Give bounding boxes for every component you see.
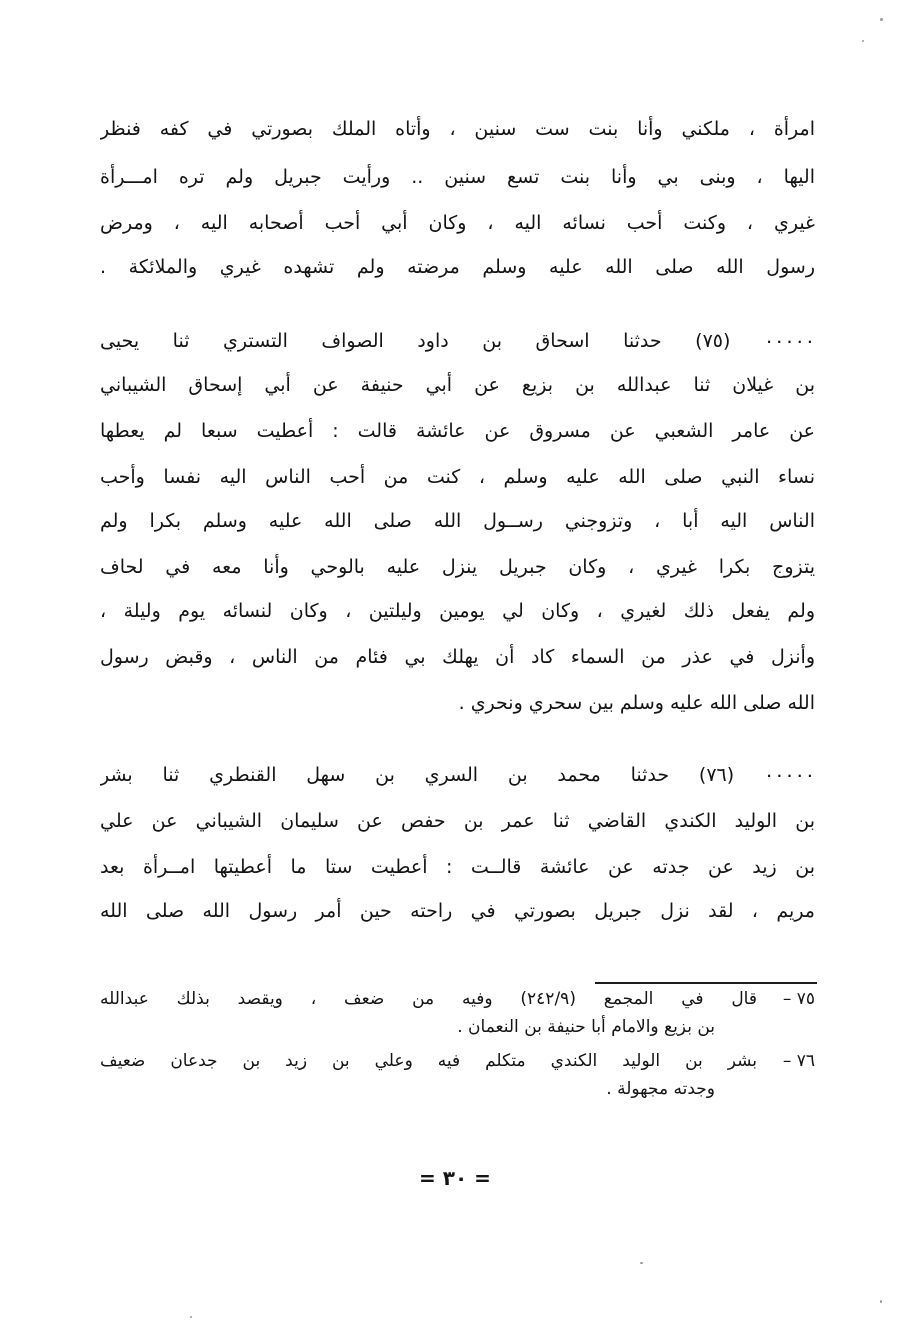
text-line: نساء النبي صلى الله عليه وسلم ، كنت من أحب الناس اليه نفسا وأحب — [100, 466, 815, 488]
scan-speck — [190, 1316, 192, 1318]
text-line: الله صلى الله عليه وسلم بين سحري ونحري . — [458, 692, 815, 714]
text-line: رسول الله صلى الله عليه وسلم مرضته ولم تشهده غيري والملائكة . — [100, 256, 815, 278]
footnote-text: وجدته مجهولة . — [606, 1079, 715, 1099]
scan-speck — [862, 40, 864, 42]
footnote-76 — [100, 1048, 815, 1074]
text-line: امرأة ، ملكني وأنا بنت ست سنين ، وأتاه الملك بصورتي في كفه فنظر — [100, 118, 815, 140]
text-line: اليها ، وبنى بي وأنا بنت تسع سنين .. ورأيت جبريل ولم تره امـــرأة — [100, 166, 815, 188]
text-line: عن عامر الشعبي عن مسروق عن عائشة قالت : أعطيت سبعا لم يعطها — [100, 420, 815, 442]
footnote-number: ٧٥ – — [782, 989, 815, 1009]
text-line: ولم يفعل ذلك لغيري ، وكان لي يومين وليلتين ، وكان لنسائه يوم وليلة ، — [100, 600, 815, 622]
scan-speck — [640, 1262, 643, 1264]
footnote-text: بشر بن الوليد الكندي متكلم فيه وعلي بن زيد بن جدعان ضعيف — [100, 1051, 757, 1071]
text-line: وأنزل في عذر من السماء كاد أن يهلك بي فئام من الناس ، وقبض رسول — [100, 646, 815, 668]
text-line: ٠٠٠٠٠ (٧٦) حدثنا محمد بن السري بن سهل القنطري ثنا بشر — [100, 764, 815, 786]
footnote-text: بن بزيع والامام أبا حنيفة بن النعمان . — [457, 1017, 715, 1037]
footnote-75 — [100, 986, 815, 1012]
text-line: بن زيد عن جدته عن عائشة قالــت : أعطيت ستا ما أعطيتها امــرأة بعد — [100, 856, 815, 878]
page-number: = ٣٠ = — [419, 1166, 491, 1190]
text-line: يتزوج بكرا غيري ، وكان جبريل ينزل عليه بالوحي وأنا معه في لحاف — [100, 556, 815, 578]
text-line: بن غيلان ثنا عبدالله بن بزيع عن أبي حنيفة عن أبي إسحاق الشيباني — [100, 374, 815, 396]
footnote-76-continued — [100, 1076, 815, 1102]
scan-speck — [880, 1300, 882, 1303]
text-line: ٠٠٠٠٠ (٧٥) حدثنا اسحاق بن داود الصواف التستري ثنا يحيى — [100, 330, 815, 352]
text-line: مريم ، لقد نزل جبريل بصورتي في راحته حين أمر رسول الله صلى الله — [100, 900, 815, 922]
scan-speck — [880, 18, 883, 21]
footnote-separator — [595, 982, 817, 984]
footnote-75-continued — [100, 1014, 815, 1040]
footnote-number: ٧٦ – — [782, 1051, 815, 1071]
text-line: الناس اليه أبا ، وتزوجني رســول الله صلى الله عليه وسلم بكرا ولم — [100, 510, 815, 532]
text-line: غيري ، وكنت أحب نسائه اليه ، وكان أبي أحب أصحابه اليه ، ومرض — [100, 212, 815, 234]
footnote-text: قال في المجمع (٢٤٢/٩) وفيه من ضعف ، ويقصد بذلك عبدالله — [100, 989, 757, 1009]
text-line: بن الوليد الكندي القاضي ثنا عمر بن حفص عن سليمان الشيباني عن علي — [100, 810, 815, 832]
